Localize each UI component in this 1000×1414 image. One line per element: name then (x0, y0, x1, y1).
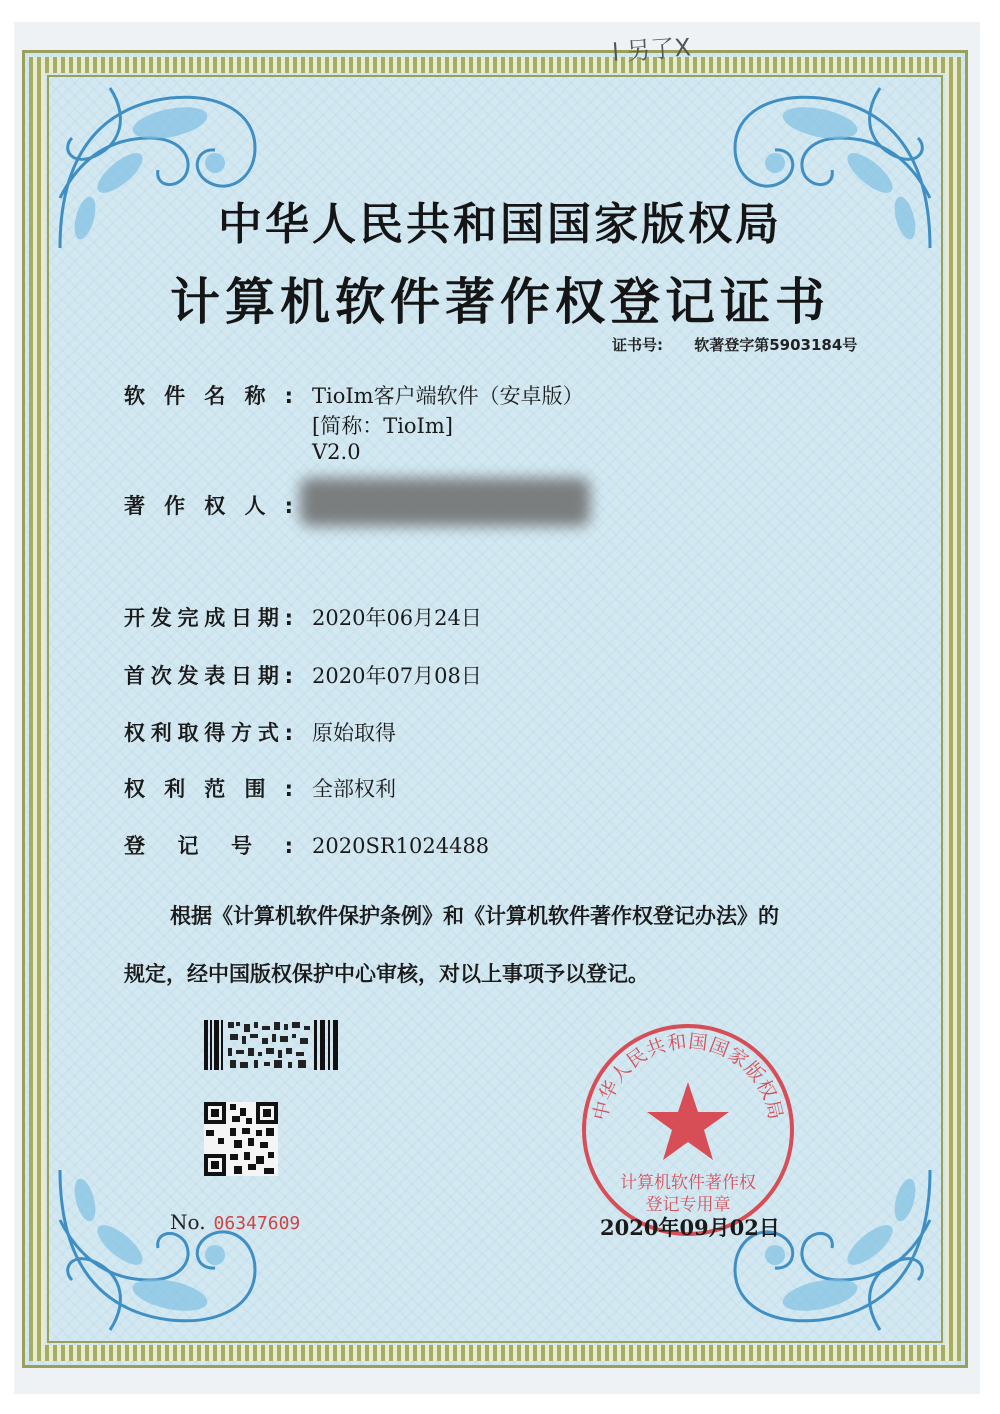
field-reg-no (124, 830, 489, 860)
statement-line-1: 根据《计算机软件保护条例》和《计算机软件著作权登记办法》的 (170, 904, 779, 928)
field-software-name (124, 380, 584, 410)
reg-no-label: 登记号: (124, 834, 294, 858)
acquire-value: 原始取得 (312, 721, 396, 745)
corner-ornament-bottom-left (50, 1160, 270, 1340)
pub-date-value: 2020年07月08日 (312, 664, 482, 688)
software-name-value: TioIm客户端软件（安卓版） (312, 384, 584, 408)
qr-code-icon (204, 1102, 278, 1176)
issuing-authority: 中华人民共和国国家版权局 (218, 199, 782, 250)
acquire-label: 权利取得方式: (124, 721, 294, 745)
handwritten-note: l 另了X (611, 33, 692, 67)
software-name-label: 软件名称: (124, 384, 294, 408)
statement-line-2: 规定，经中国版权保护中心审核，对以上事项予以登记。 (124, 962, 649, 986)
certificate-number-value: 软著登字第5903184号 (694, 336, 858, 354)
pub-date-label: 首次发表日期: (124, 664, 294, 688)
owner-label: 著作权人: (124, 494, 294, 518)
issue-date: 2020年09月02日 (600, 1215, 780, 1240)
field-scope (124, 773, 396, 803)
scope-label: 权利范围: (124, 777, 294, 801)
software-short-name: [简称：TioIm] (312, 414, 453, 438)
field-owner (124, 490, 294, 520)
seal-outer-text: 中华人民共和国国家版权局 (589, 1030, 787, 1123)
certificate-number (612, 334, 857, 355)
serial-value: 06347609 (213, 1213, 301, 1234)
dev-date-label: 开发完成日期: (124, 606, 294, 630)
seal-inner-line-1: 计算机软件著作权 (620, 1173, 756, 1193)
certificate-title: 计算机软件著作权登记证书 (170, 273, 830, 331)
field-dev-date (124, 602, 482, 632)
certificate-number-label: 证书号: (612, 336, 663, 354)
serial-number (170, 1210, 300, 1234)
field-acquire (124, 717, 396, 747)
reg-no-value: 2020SR1024488 (312, 834, 490, 858)
official-seal-icon (578, 1020, 798, 1240)
scope-value: 全部权利 (312, 777, 396, 801)
field-pub-date (124, 660, 482, 690)
seal-inner-line-2: 登记专用章 (645, 1195, 731, 1215)
dev-date-value: 2020年06月24日 (312, 606, 482, 630)
redacted-owner (300, 478, 590, 526)
software-version: V2.0 (312, 440, 361, 464)
barcode-icon (204, 1020, 338, 1070)
serial-label: No. (170, 1210, 206, 1234)
